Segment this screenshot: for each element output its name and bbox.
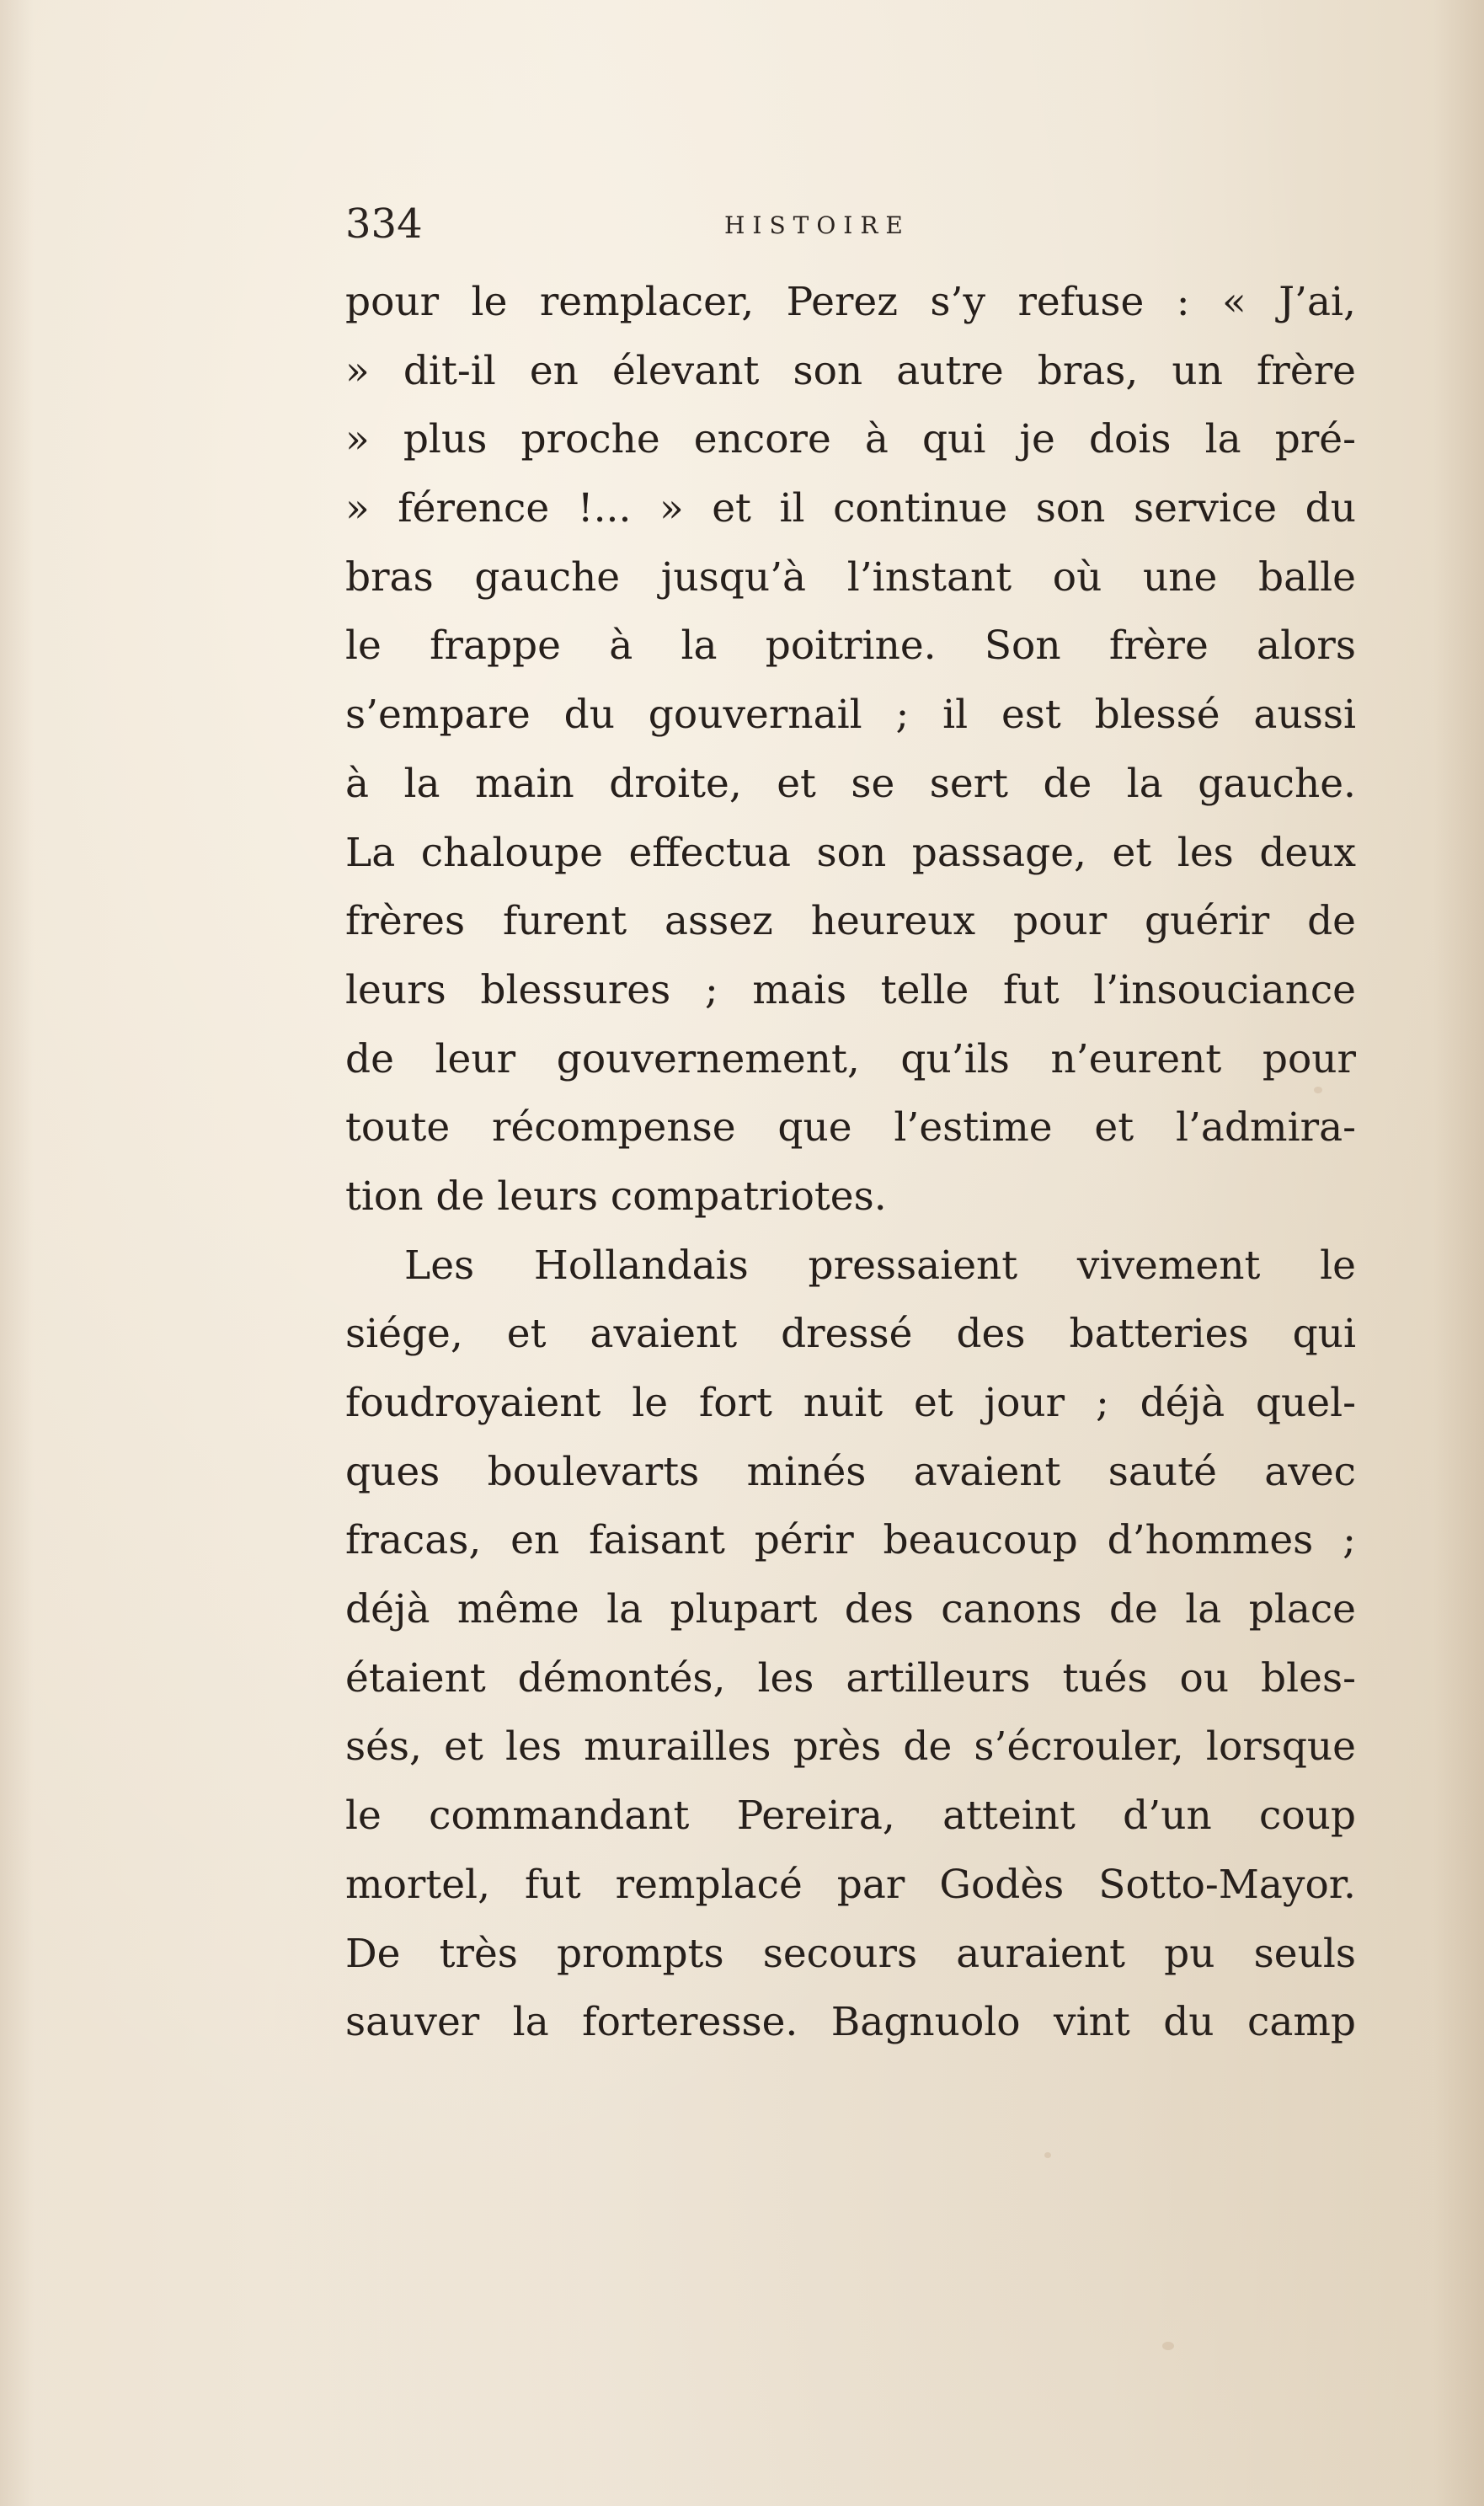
text-line: déjà même la plupart des canons de la place: [345, 1586, 1356, 1633]
running-head: [345, 199, 1356, 258]
text-line: pour le remplacer, Perez s’y refuse : « J’ai,: [345, 279, 1356, 325]
text-line: à la main droite, et se sert de la gauche.: [345, 760, 1356, 807]
text-line: » férence !... » et il continue son service du: [345, 485, 1356, 532]
text-line: sauver la forteresse. Bagnuolo vint du camp: [345, 1999, 1356, 2046]
text-line: De très prompts secours auraient pu seuls: [345, 1930, 1356, 1977]
running-title: HISTOIRE: [724, 211, 910, 239]
body-text: [345, 268, 1356, 2057]
page-edge-shadow-left: [0, 0, 34, 2506]
text-line: étaient démontés, les artilleurs tués ou bles-: [345, 1654, 1356, 1702]
text-line: fracas, en faisant périr beaucoup d’hommes ;: [345, 1517, 1356, 1564]
text-line: ques boulevarts minés avaient sauté avec: [345, 1448, 1356, 1495]
text-line: foudroyaient le fort nuit et jour ; déjà quel-: [345, 1380, 1356, 1426]
text-line: le frappe à la poitrine. Son frère alors: [345, 622, 1356, 670]
text-line: de leur gouvernement, qu’ils n’eurent pour: [345, 1035, 1356, 1082]
text-line: s’empare du gouvernail ; il est blessé aussi: [345, 692, 1356, 739]
text-line: toute récompense que l’estime et l’admira-: [345, 1104, 1356, 1151]
text-line: bras gauche jusqu’à l’instant où une balle: [345, 553, 1356, 601]
page-number: 334: [345, 200, 423, 248]
text-line: leurs blessures ; mais telle fut l’insouciance: [345, 966, 1356, 1013]
text-line: » dit-il en élevant son autre bras, un frère: [345, 347, 1356, 394]
text-line: tion de leurs compatriotes.: [345, 1173, 887, 1220]
text-line: sés, et les murailles près de s’écrouler, lorsque: [345, 1723, 1356, 1771]
text-line: » plus proche encore à qui je dois la pré-: [345, 416, 1356, 463]
text-line: le commandant Pereira, atteint d’un coup: [345, 1793, 1356, 1840]
paragraph-start-line: Les Hollandais pressaient vivement le: [404, 1242, 1356, 1289]
text-line: mortel, fut remplacé par Godès Sotto-Mayor.: [345, 1861, 1356, 1908]
page-edge-shadow-right: [1433, 0, 1484, 2506]
text-line: siége, et avaient dressé des batteries qui: [345, 1311, 1356, 1358]
paper-stain: [1162, 2342, 1174, 2350]
text-line: La chaloupe effectua son passage, et les deux: [345, 829, 1356, 876]
text-line: frères furent assez heureux pour guérir de: [345, 898, 1356, 945]
paper-stain: [1044, 2152, 1051, 2158]
